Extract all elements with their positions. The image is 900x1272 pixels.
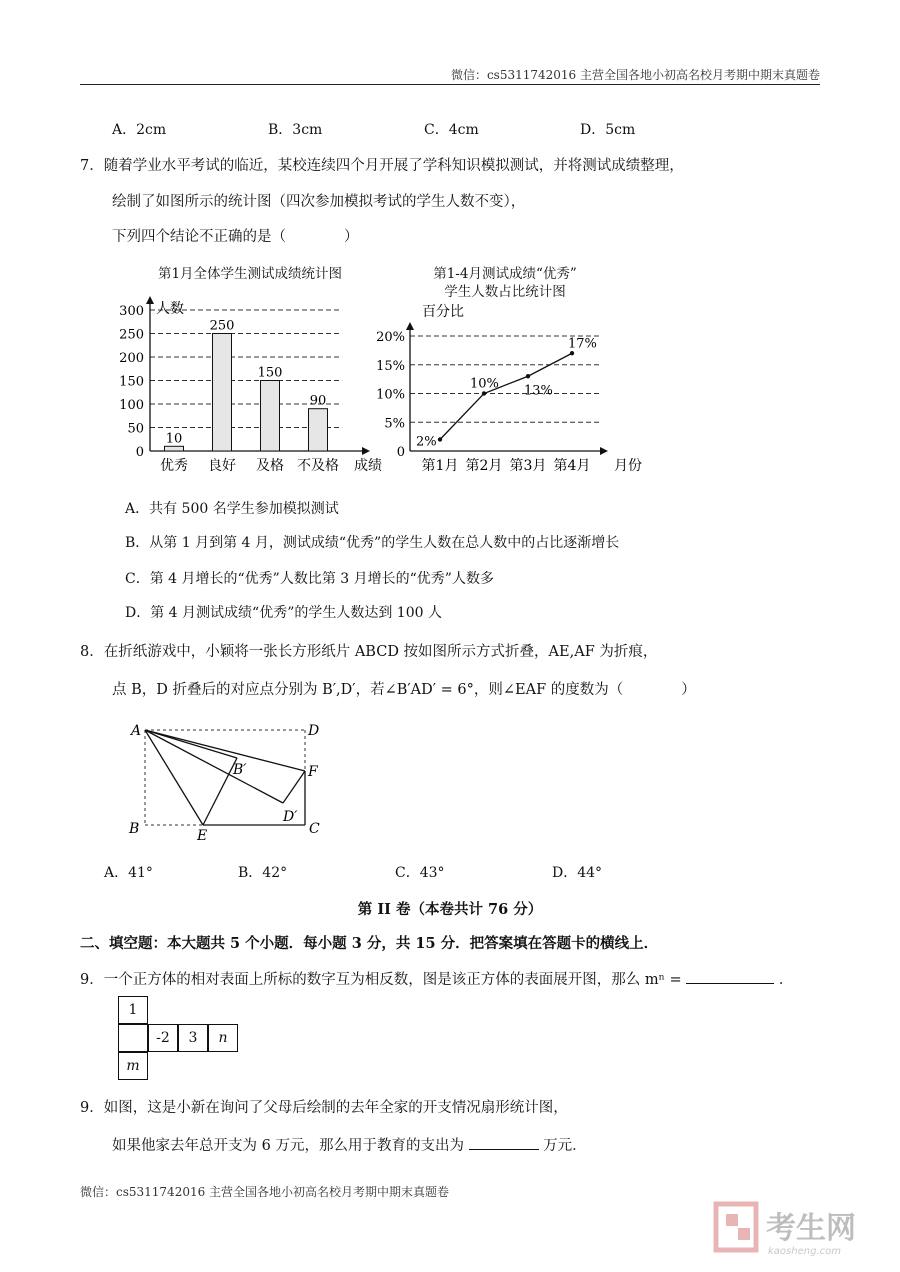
q7-option-b: B．从第 1 月到第 4 月，测试成绩“优秀”的学生人数在总人数中的占比逐渐增长	[125, 535, 620, 551]
q8-option-d: D．44°	[552, 865, 603, 881]
bar-chart-ytick-label: 150	[119, 374, 144, 390]
bar-chart-data-label: 90	[309, 393, 327, 409]
line-chart-point	[526, 374, 530, 378]
crease-af	[145, 730, 305, 771]
q6-option-c: C．4cm	[424, 122, 479, 138]
line-chart-title-line2: 学生人数占比统计图	[444, 284, 566, 300]
bar-chart-bar	[213, 334, 232, 452]
q9-cube-stem-end: ．	[778, 972, 794, 988]
q7-option-a: A．共有 500 名学生参加模拟测试	[125, 501, 339, 517]
q7-stem-line1: 7．随着学业水平考试的临近，某校连续四个月开展了学科知识模拟测试，并将测试成绩整理，	[80, 158, 684, 174]
line-chart-category-label: 第4月	[553, 458, 591, 474]
watermark-brand: 考生网	[766, 1211, 856, 1246]
segment-b1e	[203, 758, 237, 825]
line-chart-category-label: 第1月	[421, 458, 459, 474]
label-a: A	[131, 723, 142, 739]
net-cell-3: 3	[178, 1024, 208, 1052]
bar-chart-bar	[309, 409, 328, 451]
bar-chart-title: 第1月全体学生测试成绩统计图	[157, 266, 343, 282]
bar-chart-data-label: 250	[209, 318, 235, 334]
bar-chart-ytick-label: 300	[119, 304, 144, 319]
part2-title: 第 II 卷（本卷共计 76 分）	[357, 901, 543, 918]
line-chart-data-label: 10%	[470, 376, 499, 392]
bar-chart-y-label: 人数	[156, 301, 184, 317]
label-e: E	[197, 828, 208, 843]
line-chart-data-label: 13%	[524, 383, 553, 399]
line-chart-ytick-label: 15%	[376, 358, 405, 374]
net-cell-blank	[118, 1024, 148, 1052]
bar-chart-ytick-label: 200	[119, 351, 144, 366]
q8-option-a: A．41°	[104, 865, 153, 881]
bar-chart-ytick-label: 50	[127, 421, 144, 437]
bar-chart-category-label: 优秀	[160, 458, 188, 474]
bar-chart-category-label: 良好	[208, 458, 236, 474]
segment-d1f	[283, 771, 305, 803]
line-chart-ytick-label: 0	[396, 445, 405, 460]
line-chart-point	[570, 351, 574, 355]
page-header: 微信：cs5311742016 主营全国各地小初高名校月考期中期末真题卷	[450, 68, 820, 82]
q9-cube-answer-blank[interactable]	[686, 983, 774, 984]
folding-figure	[125, 718, 345, 843]
line-chart-ytick-label: 20%	[376, 330, 405, 345]
line-chart-category-label: 第2月	[465, 458, 503, 474]
line-chart-data-label: 2%	[416, 434, 437, 450]
q8-option-b: B．42°	[238, 865, 288, 881]
bar-chart-data-label: 10	[165, 431, 183, 447]
fill-in-section-heading: 二、填空题：本大题共 5 个小题．每小题 3 分，共 15 分．把答案填在答题卡的横线上．	[80, 935, 659, 952]
q8-option-c: C．43°	[395, 865, 445, 881]
kaosheng-watermark-logo	[712, 1200, 882, 1260]
q6-option-a: A．2cm	[112, 122, 167, 138]
line-chart-point	[438, 437, 442, 441]
line-chart-point	[482, 391, 486, 395]
crease-ae	[145, 730, 203, 825]
net-cell-1: 1	[118, 996, 148, 1024]
q9-pie-stem-line1: 9．如图，这是小新在询问了父母后绘制的去年全家的开支情况扇形统计图，	[80, 1100, 568, 1116]
label-d-prime: D′	[283, 809, 298, 825]
net-cell-n: n	[208, 1024, 238, 1052]
line-chart-data-label: 17%	[568, 336, 597, 352]
watermark-mark-block2	[738, 1228, 750, 1240]
segment-ad1	[145, 730, 283, 803]
bar-chart-category-label: 不及格	[297, 458, 339, 474]
net-cell-m: m	[118, 1052, 148, 1080]
label-b: B	[129, 821, 140, 837]
line-chart-y-label: 百分比	[422, 304, 464, 320]
label-f: F	[308, 764, 318, 780]
watermark-site: kaosheng.com	[768, 1246, 841, 1257]
q9-pie-answer-blank[interactable]	[469, 1149, 539, 1150]
line-chart-category-label: 第3月	[509, 458, 547, 474]
q9-cube-stem-text: 9．一个正方体的相对表面上所标的数字互为相反数，图是该正方体的表面展开图，那么 mⁿ =	[80, 972, 682, 988]
line-chart-x-label: 月份	[614, 458, 642, 474]
q7-option-d: D．第 4 月测试成绩“优秀”的学生人数达到 100 人	[125, 605, 442, 621]
bar-chart-ytick-label: 250	[119, 327, 144, 343]
net-cell-neg2: -2	[148, 1024, 178, 1052]
line-chart-x-arrow	[600, 447, 608, 455]
q7-stem-line2: 绘制了如图所示的统计图（四次参加模拟考试的学生人数不变），	[112, 194, 526, 210]
label-b-prime: B′	[233, 762, 247, 778]
q6-option-d: D．5cm	[580, 122, 636, 138]
q9-pie-stem-line2	[112, 1134, 587, 1155]
q9-pie-stem-unit: 万元．	[543, 1138, 587, 1154]
bar-chart-data-label: 150	[257, 365, 283, 381]
line-chart	[370, 296, 670, 478]
bar-chart-bar	[261, 381, 280, 452]
q8-stem-line2: 点 B，D 折叠后的对应点分别为 B′,D′，若∠B′AD′ = 6°，则∠EAF 的度数为（ ）	[112, 682, 696, 698]
bar-chart-category-label: 及格	[256, 458, 284, 474]
q6-option-b: B．3cm	[268, 122, 323, 138]
label-d: D	[308, 723, 320, 739]
line-chart-ytick-label: 10%	[376, 387, 405, 403]
q7-option-c: C．第 4 月增长的“优秀”人数比第 3 月增长的“优秀”人数多	[125, 571, 494, 587]
bar-chart-ytick-label: 0	[135, 445, 144, 460]
line-chart-y-arrow	[406, 322, 414, 330]
line-chart-title: 第1-4月测试成绩“优秀”	[433, 266, 577, 282]
bar-chart-bar	[165, 446, 184, 451]
label-c: C	[309, 821, 320, 837]
page-footer: 微信：cs5311742016 主营全国各地小初高名校月考期中期末真题卷	[80, 1185, 450, 1199]
line-chart-ytick-label: 5%	[384, 416, 405, 432]
watermark-mark-outline	[716, 1204, 756, 1250]
bar-chart-x-arrow	[362, 447, 370, 455]
q8-stem-line1: 8．在折纸游戏中，小颖将一张长方形纸片 ABCD 按如图所示方式折叠，AE,AF 为折痕，	[80, 644, 658, 660]
bar-chart-ytick-label: 100	[119, 398, 144, 413]
watermark-mark-block1	[726, 1214, 738, 1226]
q9-pie-stem-text: 如果他家去年总开支为 6 万元，那么用于教育的支出为	[112, 1138, 464, 1154]
header-rule	[80, 84, 820, 85]
q7-stem-line3: 下列四个结论不正确的是（ ）	[112, 229, 359, 245]
bar-chart-y-arrow	[146, 296, 154, 304]
bar-chart	[110, 296, 400, 478]
bar-chart-x-label: 成绩	[354, 458, 382, 474]
q9-cube-stem	[80, 968, 793, 989]
